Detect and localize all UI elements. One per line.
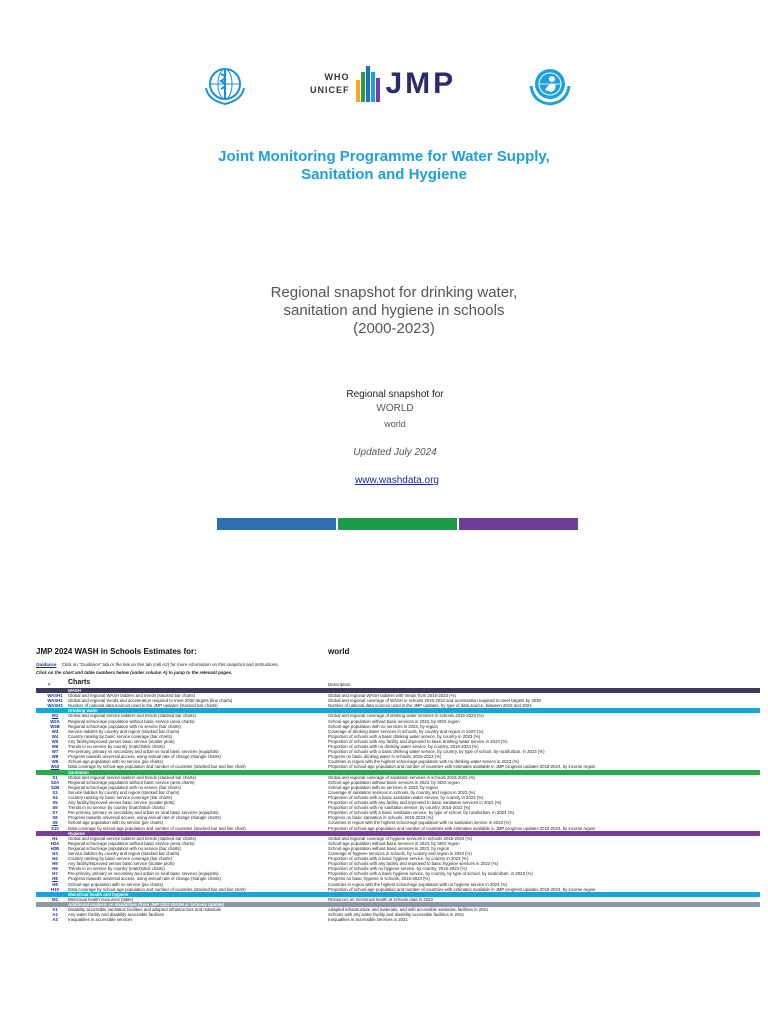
chart-name: Service ladders by country and region (stacked bar charts) xyxy=(68,851,180,856)
jmp-partner-unicef: UNICEF xyxy=(310,85,350,95)
chart-code-link[interactable]: W2A xyxy=(50,718,60,724)
jmp-wordmark: JMP xyxy=(385,67,457,100)
chart-description: Global and regional coverage of hygiene services in schools 2015-2023 (%) xyxy=(328,835,473,841)
chart-description: Global and regional coverage of drinking water services in schools 2015-2023 (%) xyxy=(328,713,484,719)
jmp-bar xyxy=(361,72,365,102)
chart-name: Data coverage by school-age population and number of countries (stacked bar and line chart) xyxy=(68,764,246,770)
chart-description: Proportion of schools with a basic hygiene service, by country in 2023 (%) xyxy=(328,856,469,862)
color-bar-hygiene xyxy=(459,518,578,530)
chart-description: Adapted infrastructure and materials, and with accessible sanitation facilities in 2021 xyxy=(328,907,489,913)
chart-name: Trends in no service by country (matchstick charts) xyxy=(68,805,165,811)
chart-name: School-age population with no service (pie charts) xyxy=(68,820,164,826)
chart-code-link[interactable]: W6 xyxy=(51,744,59,750)
chart-description: Proportion of schools with a basic hygiene service, by country, by type of school, by rural/urban, in 2023 (%) xyxy=(328,871,533,877)
chart-name: Disability accessible sanitation facilities and adapted infrastructure and materials xyxy=(68,907,221,913)
subtitle-line3: (2000-2023) xyxy=(353,320,435,337)
click-note: Click on the chart and table numbers below (under column A) to jump to the relevant pages. xyxy=(36,670,233,675)
chart-name: Number of national data sources used in the JMP updates (stacked bar charts) xyxy=(68,703,218,709)
chart-name: Any facility/improved versus basic service (scatter plots) xyxy=(68,861,175,867)
chart-name: Regional school-age population without basic service (area charts) xyxy=(68,840,195,846)
table-row xyxy=(36,917,760,922)
guidance-link[interactable]: Guidance xyxy=(36,662,57,667)
chart-code-link[interactable]: W9 xyxy=(51,759,59,765)
chart-description: Schools with any water facility and disability accessible facilities in 2021 xyxy=(328,912,465,918)
chart-name: Progress towards universal access, using annual rate of change (triangle charts) xyxy=(68,815,221,821)
chart-code-link[interactable]: A2 xyxy=(52,912,58,918)
jmp-partner-who: WHO xyxy=(324,72,350,82)
chart-code-link[interactable]: H8 xyxy=(52,876,58,882)
chart-code-link[interactable]: W4 xyxy=(51,733,59,739)
section-label: Hygiene xyxy=(68,830,85,836)
column-header-description: Description xyxy=(328,682,351,687)
chart-name: Regional school-age population with no service (bar charts) xyxy=(68,784,181,790)
chart-code-link[interactable]: W8 xyxy=(51,754,59,760)
chart-code-link[interactable]: WASH1 xyxy=(47,693,63,699)
chart-code-link[interactable]: WASH3 xyxy=(47,703,63,709)
chart-code-link[interactable]: S2B xyxy=(50,784,60,790)
chart-code-link[interactable]: A3 xyxy=(52,917,58,923)
chart-code-link[interactable]: H2A xyxy=(50,840,60,846)
jmp-bar xyxy=(371,72,375,102)
chart-description: Countries in region with the highest school-age population with no drinking water service in 2023 (%) xyxy=(328,759,520,765)
chart-code-link[interactable]: W7 xyxy=(51,749,59,755)
chart-code-link[interactable]: H3 xyxy=(52,851,58,856)
chart-description: Proportion of school-age population and number of countries with estimates available in JMP progress updates 2018-2024, by income region xyxy=(328,886,596,892)
chart-description: Inequalities in accessible services in 2021 xyxy=(328,917,408,923)
color-bar-sanitation xyxy=(338,518,457,530)
updated-date: Updated July 2024 xyxy=(353,447,437,458)
section-label: WASH xyxy=(68,688,81,693)
chart-code-link[interactable]: S10 xyxy=(51,825,59,831)
chart-name: Any water facility and disability accessible facilities xyxy=(68,912,165,918)
guidance-text: Click on "Guidance" tab or the link on this tab (cell A2) for more information on this snapshot and instructions. xyxy=(61,662,279,667)
chart-code-link[interactable]: W2B xyxy=(50,723,60,729)
chart-description: Proportion of school-age population and number of countries with estimates available in JMP progress updates 2018-2024, by income region xyxy=(328,764,596,770)
guidance-row xyxy=(36,662,279,667)
main-title xyxy=(0,148,768,184)
chart-description: Global and regional WASH ladders with trends from 2015-2023 (%) xyxy=(328,693,456,699)
chart-description: Proportion of schools with a basic sanitation water service, by country in 2023 (%) xyxy=(328,794,484,800)
chart-name: Country ranking by basic service coverage (bar charts) xyxy=(68,733,173,739)
chart-name: Data coverage by school-age population and number of countries (stacked bar and line chart) xyxy=(68,825,246,831)
chart-code-link[interactable]: W10 xyxy=(50,764,60,770)
subtitle-line1: Regional snapshot for drinking water, xyxy=(270,284,518,301)
main-title-line1: Joint Monitoring Programme for Water Supply, xyxy=(218,148,550,165)
chart-code-link[interactable]: S7 xyxy=(52,810,58,816)
chart-name: Global and regional service ladders and trends (stacked bar charts) xyxy=(68,835,197,841)
column-header-number: # xyxy=(48,682,51,687)
chart-name: Trends in no service by country (matchstick charts) xyxy=(68,744,165,750)
chart-name: Inequalities in accessible services xyxy=(68,917,133,923)
chart-code-link[interactable]: S2A xyxy=(50,779,60,785)
chart-name: Any facility/improved versus basic service (scatter plots) xyxy=(68,800,175,806)
jmp-partners xyxy=(310,71,350,97)
chart-description: Proportion of schools with no drinking water service, by country, 2015-2023 (%) xyxy=(328,744,479,750)
chart-code-link[interactable]: M1 xyxy=(52,896,58,902)
chart-name: Pre-primary, primary vs secondary and urban vs rural basic services (equiplots) xyxy=(68,810,219,816)
chart-code-link[interactable]: H5 xyxy=(52,861,58,867)
jmp-bar xyxy=(356,80,360,102)
chart-description: Proportion of schools with any facility and improved to basic sanitation services in 2023 (%) xyxy=(328,800,502,806)
chart-name: Country ranking by basic service coverage (bar charts) xyxy=(68,794,173,800)
chart-name: School-age population with no service (pie charts) xyxy=(68,759,164,765)
chart-description: Global and regional coverage of WASH in schools 2015-2023 and acceleration required to meet targets by 2030 xyxy=(328,698,541,704)
chart-name: Progress towards universal access, using annual rate of change (triangle charts) xyxy=(68,876,221,882)
chart-name: Global and regional WASH ladders and trends (stacked bar charts) xyxy=(68,693,196,699)
unicef-emblem-icon xyxy=(527,64,573,108)
chart-code-link[interactable]: A1 xyxy=(52,907,58,913)
chart-name: Regional school-age population with no service (bar charts) xyxy=(68,723,181,729)
estimates-title: JMP 2024 WASH in Schools Estimates for: xyxy=(36,647,197,656)
chart-description: School-age population without basic services in 2023, by region xyxy=(328,845,450,851)
chart-description: Proportion of schools with a basic drinking water service, by country in 2023 (%) xyxy=(328,733,481,739)
report-subtitle xyxy=(0,284,768,338)
chart-code-link[interactable]: S6 xyxy=(52,805,58,811)
chart-description: Proportion of schools with any facility and improved to basic hygiene services in 2023 (%) xyxy=(328,861,499,867)
chart-name: Global and regional service ladders and trends (stacked bar charts) xyxy=(68,774,197,780)
chart-description: Progress on basic sanitation in schools, 2015-2023 (%) xyxy=(328,815,434,821)
chart-name: Global and regional trends and acceleration required to meet 2030 targets (line charts) xyxy=(68,698,233,704)
chart-description: Countries in region with the highest school-age population with no hygiene service in 2023 (%) xyxy=(328,881,508,887)
chart-code-link[interactable]: H10 xyxy=(51,886,59,892)
section-label: Drinking water xyxy=(68,708,98,714)
chart-name: Country ranking by basic service coverage (bar charts) xyxy=(68,856,173,862)
chart-name: Pre-primary, primary vs secondary and urban vs rural basic services (equiplots) xyxy=(68,871,219,877)
section-label: Additional analysis on disabilities (from JMP 2022 WASH in Schools Update) xyxy=(68,901,224,907)
chart-code-link[interactable]: S4 xyxy=(52,794,58,800)
section-label: Sanitation xyxy=(68,769,89,775)
chart-name: Pre-primary, primary vs secondary and urban vs rural basic services (equiplots) xyxy=(68,749,219,755)
chart-code-link[interactable]: S5 xyxy=(52,800,58,806)
chart-description: Proportion of schools with a basic sanitation service, by type of school, by rural/urban, in 2023 (%) xyxy=(328,810,515,816)
chart-name: Regional school-age population with no service (bar charts) xyxy=(68,845,181,851)
jmp-bars-icon xyxy=(356,66,380,102)
snapshot-label: Regional snapshot for xyxy=(346,389,444,400)
chart-description: Countries in region with the highest school-age population with no sanitation service in 2023 (%) xyxy=(328,820,511,826)
chart-description: Proportion of schools with any facility and improved to basic drinking water service in 2023 (%) xyxy=(328,738,508,744)
chart-description: Proportion of schools with no sanitation service, by country, 2015-2023 (%) xyxy=(328,805,471,811)
jmp-bar xyxy=(376,78,380,102)
chart-code-link[interactable]: S1 xyxy=(52,774,58,780)
chart-description: School-age population with no services in 2023, by region xyxy=(328,723,438,729)
chart-code-link[interactable]: H4 xyxy=(52,856,58,862)
chart-code-link[interactable]: W1 xyxy=(51,713,59,719)
chart-description: School-age population without basic services in 2023, by SDG region xyxy=(328,779,460,785)
website-link[interactable]: www.washdata.org xyxy=(355,475,439,486)
main-title-line2: Sanitation and Hygiene xyxy=(301,166,467,183)
chart-name: Any facility/improved versus basic service (scatter plots) xyxy=(68,738,175,744)
chart-code-link[interactable]: H2B xyxy=(50,845,60,851)
charts-table xyxy=(36,688,760,922)
chart-name: Global and regional service ladders and trends (stacked bar charts) xyxy=(68,713,197,719)
chart-code-link[interactable]: H9 xyxy=(52,881,58,887)
chart-name: Progress towards universal access, using annual rate of change (triangle charts) xyxy=(68,754,221,760)
chart-description: Coverage of drinking water services in schools, by country and region in 2023 (%) xyxy=(328,728,484,734)
chart-description: Proportion of schools with a basic drinking water service, by country, by type of school, by rural/urban, in 2023 (%) xyxy=(328,749,545,755)
chart-description: Number of national data sources used in the JMP updates, by type of data source, between 2018 and 2024 xyxy=(328,703,532,709)
chart-description: Proportion of schools with no hygiene service, by country, 2015-2023 (%) xyxy=(328,866,467,872)
chart-code-link[interactable]: H7 xyxy=(52,871,58,877)
snapshot-region: WORLD xyxy=(376,403,414,414)
chart-name: Service ladders by country and region (stacked bar charts) xyxy=(68,728,180,734)
chart-name: Data coverage by school-age population and number of countries (stacked bar and line chart) xyxy=(68,886,246,892)
chart-name: Menstrual health resources (table) xyxy=(68,896,134,902)
chart-description: School-age population without basic services in 2023, by SDG region xyxy=(328,718,460,724)
chart-code-link[interactable]: S3 xyxy=(52,789,58,795)
chart-description: Progress on basic hygiene in schools, 2015-2023 (%) xyxy=(328,876,430,882)
chart-code-link[interactable]: H6 xyxy=(52,866,58,872)
color-bar-water xyxy=(217,518,336,530)
chart-name: School-age population with no service (pie charts) xyxy=(68,881,164,887)
chart-code-link[interactable]: S9 xyxy=(52,820,58,826)
estimates-region: world xyxy=(328,647,350,656)
chart-description: Global and regional coverage of sanitation services in schools 2015-2023 (%) xyxy=(328,774,476,780)
snapshot-region-lower: world xyxy=(384,419,406,429)
chart-name: Regional school-age population without basic service (area charts) xyxy=(68,779,195,785)
jmp-logo xyxy=(310,66,456,102)
chart-name: Service ladders by country and region (stacked bar charts) xyxy=(68,789,180,795)
chart-description: Coverage of hygiene services in schools, by country and region in 2023 (%) xyxy=(328,851,472,856)
chart-code-link[interactable]: W5 xyxy=(51,738,59,744)
section-label: Menstrual health and hygiene xyxy=(68,891,129,897)
chart-code-link[interactable]: WASH2 xyxy=(47,698,63,704)
chart-name: Regional school-age population without basic service (area charts) xyxy=(68,718,195,724)
column-header-charts: Charts xyxy=(68,679,91,686)
jmp-bar xyxy=(366,66,370,102)
chart-description: Progress on basic drinking water in schools, 2015-2023 (%) xyxy=(328,754,442,760)
chart-description: School-age population without basic services in 2023, by SDG region xyxy=(328,840,460,846)
subtitle-line2: sanitation and hygiene in schools xyxy=(283,302,505,319)
chart-description: Proportion of school-age population and number of countries with estimates available in JMP progress updates 2018-2024, by income region xyxy=(328,825,596,831)
chart-name: Trends in no service by country (matchstick charts) xyxy=(68,866,165,872)
chart-code-link[interactable]: H1 xyxy=(52,835,58,841)
chart-description: Resources on menstrual health at schools data in 2023 xyxy=(328,896,433,902)
chart-code-link[interactable]: W3 xyxy=(51,728,59,734)
chart-description: School-age population with no services in 2023, by region xyxy=(328,784,438,790)
who-emblem-icon xyxy=(202,64,248,108)
chart-code-link[interactable]: S8 xyxy=(52,815,58,821)
chart-description: Coverage of sanitation services in schools, by country and region in 2023 (%) xyxy=(328,789,476,795)
